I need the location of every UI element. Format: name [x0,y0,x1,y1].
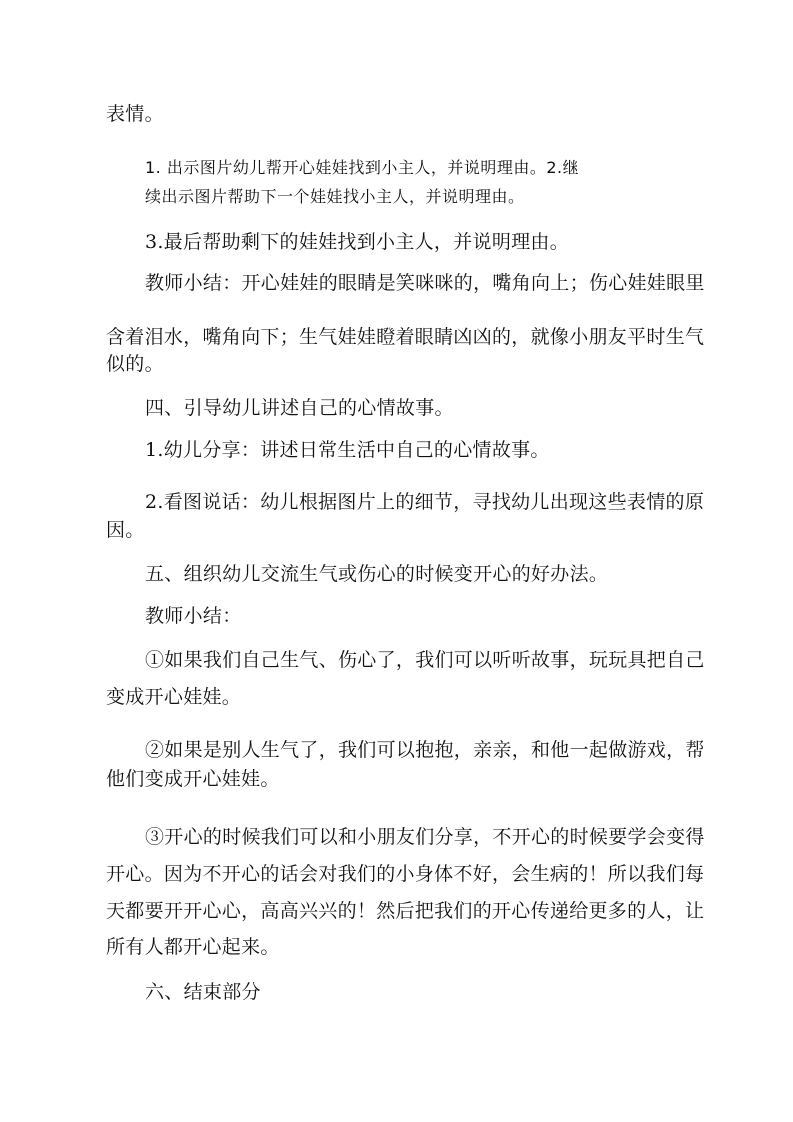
text-line-19: 开心。因为不开心的话会对我们的小身体不好，会生病的！所以我们每 [106,863,705,885]
text-line-17: 他们变成开心娃娃。 [106,768,280,790]
heading-six: 六、结束部分 [145,981,261,1003]
text-line-6: 含着泪水，嘴角向下；生气娃娃瞪着眼睛凶凶的，就像小朋友平时生气 [106,326,705,348]
heading-five: 五、组织幼儿交流生气或伤心的时候变开心的好办法。 [145,563,609,585]
text-line-18: ③开心的时候我们可以和小朋友们分享，不开心的时候要学会变得 [145,826,705,848]
text-line-7: 似的。 [106,353,164,375]
text-line-3: 续出示图片帮助下一个娃娃找小主人，并说明理由。 [145,187,525,206]
text-line-4: 3.最后帮助剩下的娃娃找到小主人，并说明理由。 [145,231,570,253]
text-line-11: 因。 [106,519,145,541]
text-line-16: ②如果是别人生气了，我们可以抱抱，亲亲，和他一起做游戏，帮 [145,739,705,761]
text-line-10: 2.看图说话：幼儿根据图片上的细节，寻找幼儿出现这些表情的原 [145,491,705,513]
text-line-21: 所有人都开心起来。 [106,936,280,958]
text-line-9: 1.幼儿分享：讲述日常生活中自己的心情故事。 [145,439,550,461]
text-line-1: 表情。 [106,103,164,125]
text-line-2: 1. 出示图片幼儿帮开心娃娃找到小主人，并说明理由。2.继 [145,158,580,177]
text-line-15: 变成开心娃娃。 [106,686,242,708]
text-line-13: 教师小结： [145,605,242,627]
text-line-5: 教师小结：开心娃娃的眼睛是笑咪咪的，嘴角向上；伤心娃娃眼里 [145,272,705,294]
text-line-20: 天都要开开心心，高高兴兴的！然后把我们的开心传递给更多的人，让 [106,900,705,922]
text-line-14: ①如果我们自己生气、伤心了，我们可以听听故事，玩玩具把自己 [145,649,705,671]
heading-four: 四、引导幼儿讲述自己的心情故事。 [145,397,454,419]
